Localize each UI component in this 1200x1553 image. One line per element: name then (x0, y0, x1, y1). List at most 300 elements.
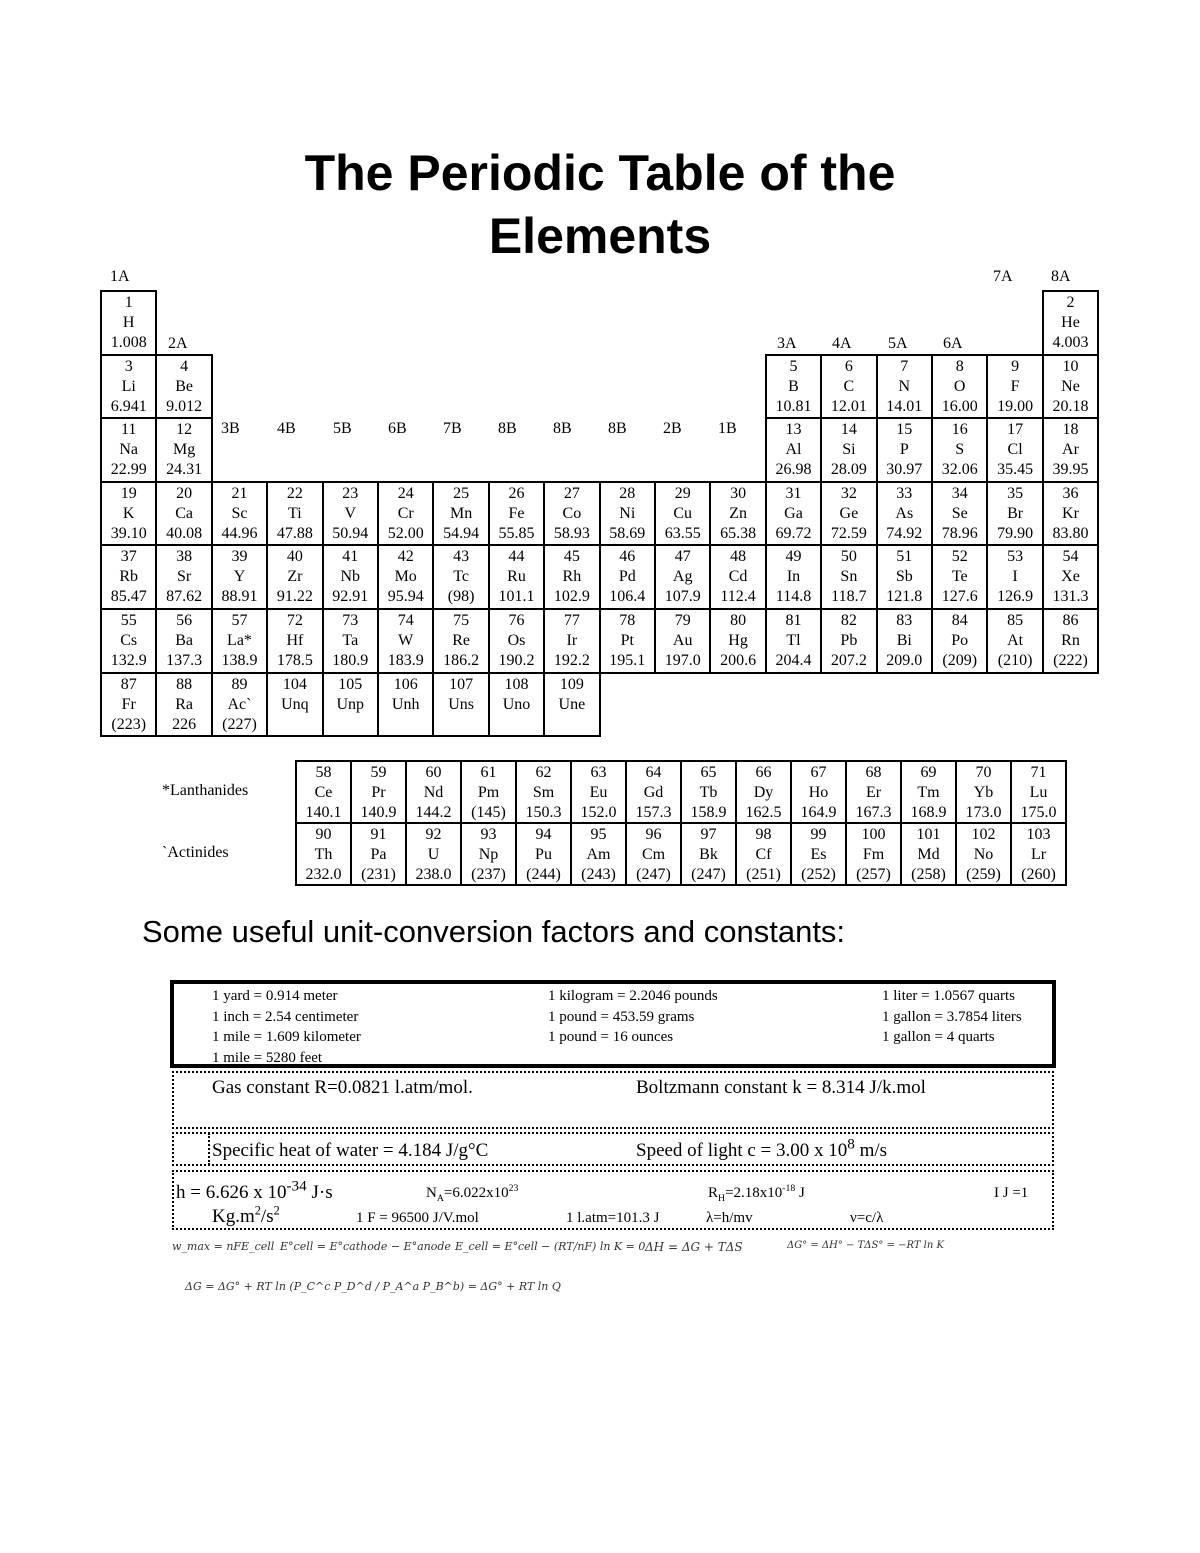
element-symbol: S (955, 441, 965, 459)
element-cell-cf (735, 822, 792, 886)
atomic-mass: 192.2 (553, 652, 590, 669)
atomic-number: 75 (453, 612, 470, 629)
conv-col1-line4: 1 mile = 5280 feet (212, 1050, 323, 1066)
element-symbol: Hf (286, 632, 304, 649)
atomic-number: 10 (1062, 357, 1079, 375)
element-cell-ra (155, 672, 212, 738)
group-label-7a: 7A (993, 268, 1013, 285)
atomic-mass: 65.38 (720, 524, 757, 542)
element-cell-la (211, 608, 268, 674)
element-symbol: Y (233, 568, 246, 586)
group-label-3a: 3A (777, 335, 797, 352)
atomic-mass: (98) (447, 588, 475, 606)
element-cell-ta (322, 608, 379, 674)
group-label-3b: 3B (221, 420, 240, 437)
element-symbol: Re (452, 632, 470, 649)
element-cell-cr (377, 481, 434, 547)
atomic-mass: (247) (636, 866, 671, 883)
element-cell-ni (599, 481, 656, 547)
avogadro-number: $N_A=6.022x10^{23}$ (426, 1183, 519, 1204)
element-symbol: Al (785, 441, 802, 459)
conv-col2-line1: 1 kilogram = 2.2046 pounds (548, 988, 718, 1004)
atomic-number: 32 (840, 484, 857, 502)
atomic-mass: 1.008 (110, 334, 147, 351)
element-cell-zr (266, 544, 323, 610)
element-cell-u (405, 822, 462, 886)
element-cell-au (654, 608, 711, 674)
atomic-number: 73 (342, 612, 359, 629)
element-symbol: Ba (175, 632, 193, 649)
atomic-mass: 137.3 (166, 652, 203, 669)
element-cell-yb (955, 760, 1012, 824)
atomic-mass: (260) (1021, 866, 1056, 883)
element-symbol: Pt (620, 632, 634, 649)
element-symbol: Ac` (227, 695, 252, 713)
element-cell-he (1042, 290, 1099, 356)
conv-col1-line3: 1 mile = 1.609 kilometer (212, 1029, 361, 1045)
element-symbol: Tb (699, 784, 718, 801)
element-symbol: V (344, 504, 357, 522)
atomic-number: 1 (124, 294, 133, 311)
atomic-mass: 197.0 (664, 652, 701, 669)
element-cell-br (986, 481, 1043, 547)
atomic-number: 100 (861, 826, 886, 843)
atomic-mass: 190.2 (498, 652, 535, 669)
element-symbol: Sn (840, 568, 858, 586)
atomic-number: 27 (563, 484, 580, 502)
element-symbol: Cd (728, 568, 748, 586)
atomic-number: 77 (563, 612, 580, 629)
element-symbol: Th (314, 846, 333, 863)
element-symbol: U (427, 846, 440, 863)
element-symbol: Kr (1062, 504, 1079, 522)
atomic-number: 82 (840, 612, 857, 629)
atomic-mass: 186.2 (443, 652, 480, 669)
atomic-number: 104 (282, 675, 307, 693)
element-symbol: Te (951, 568, 968, 586)
atomic-number: 94 (535, 826, 552, 843)
element-symbol: Nd (423, 784, 444, 801)
element-cell-te (931, 544, 988, 610)
atomic-number: 90 (315, 826, 332, 843)
atomic-number: 108 (504, 675, 529, 693)
element-cell-pb (820, 608, 877, 674)
specific-heat: Specific heat of water = 4.184 J/g°C (212, 1140, 489, 1161)
element-symbol: Au (672, 632, 693, 649)
atomic-number: 107 (449, 675, 474, 693)
element-cell-th (295, 822, 352, 886)
element-cell-bk (680, 822, 737, 886)
atomic-mass: 131.3 (1052, 588, 1089, 606)
atomic-mass: 150.3 (525, 804, 562, 821)
element-symbol: Ho (808, 784, 829, 801)
atomic-mass: 173.0 (965, 804, 1002, 821)
speed-of-light: Speed of light c = 3.00 x $10^8$ m/s (636, 1135, 888, 1161)
element-symbol: Pa (370, 846, 387, 863)
element-symbol: I (1012, 568, 1018, 586)
atomic-number: 88 (176, 675, 193, 693)
atomic-mass: (251) (746, 866, 781, 883)
atomic-mass: 118.7 (831, 588, 867, 606)
conversion-heading: Some useful unit-conversion factors and constants: (142, 914, 846, 949)
group-label-8b-a: 8B (498, 420, 517, 437)
element-symbol: Cr (397, 504, 414, 522)
atomic-mass: 167.3 (855, 804, 892, 821)
atomic-mass: 157.3 (635, 804, 672, 821)
atomic-number: 66 (755, 764, 772, 781)
atomic-mass (434, 715, 487, 735)
de-broglie: λ=h/mv (706, 1210, 753, 1226)
group-label-7b: 7B (443, 420, 462, 437)
element-cell-unp (322, 672, 379, 738)
element-symbol: Bi (896, 632, 912, 649)
element-symbol: Cm (641, 846, 666, 863)
element-symbol: Ga (784, 504, 803, 522)
atomic-number: 95 (590, 826, 607, 843)
element-cell-eu (570, 760, 627, 824)
element-cell-uns (432, 672, 489, 738)
element-cell-ru (488, 544, 545, 610)
atomic-mass: 112.4 (720, 588, 756, 606)
rydberg-constant: $R_H=2.18x10^{-18}$ J (708, 1183, 805, 1204)
group-label-4a: 4A (832, 335, 852, 352)
element-cell-hf (266, 608, 323, 674)
atomic-number: 61 (480, 764, 497, 781)
atomic-mass: 132.9 (110, 652, 147, 669)
atomic-number: 87 (120, 675, 137, 693)
atomic-number: 91 (370, 826, 387, 843)
element-cell-mg (155, 417, 212, 483)
atomic-number: 56 (176, 612, 193, 629)
group-label-6b: 6B (388, 420, 407, 437)
group-label-4b: 4B (277, 420, 296, 437)
atomic-mass: 19.00 (997, 397, 1034, 415)
element-symbol: In (786, 568, 801, 586)
group-label-1a: 1A (110, 268, 130, 285)
element-symbol: Po (951, 632, 969, 649)
atomic-number: 44 (508, 548, 525, 566)
element-cell-bi (876, 608, 933, 674)
element-cell-np (460, 822, 517, 886)
element-symbol: W (398, 632, 414, 649)
element-symbol: Sc (231, 504, 248, 522)
element-cell-se (931, 481, 988, 547)
atomic-number: 35 (1007, 484, 1024, 502)
box-divider (208, 1133, 211, 1165)
element-cell-po (931, 608, 988, 674)
atomic-number: 36 (1062, 484, 1079, 502)
element-cell-no (955, 822, 1012, 886)
element-symbol: Fe (508, 504, 525, 522)
element-symbol: Rb (119, 568, 139, 586)
element-symbol: Pm (477, 784, 500, 801)
atomic-number: 47 (674, 548, 691, 566)
atomic-number: 40 (286, 548, 303, 566)
element-symbol: Tl (786, 632, 801, 649)
atomic-number: 64 (645, 764, 662, 781)
atomic-number: 28 (619, 484, 636, 502)
element-cell-v (322, 481, 379, 547)
atomic-number: 85 (1007, 612, 1024, 629)
element-symbol: B (788, 377, 799, 395)
element-cell-uno (488, 672, 545, 738)
element-symbol: Se (951, 504, 968, 522)
atomic-number: 6 (844, 357, 853, 375)
atomic-mass: (237) (471, 866, 506, 883)
atomic-number: 50 (840, 548, 857, 566)
atomic-number: 99 (810, 826, 827, 843)
atomic-number: 72 (286, 612, 303, 629)
element-cell-lu (1010, 760, 1067, 824)
atomic-mass: 6.941 (110, 397, 147, 415)
atomic-number: 12 (176, 421, 193, 439)
element-cell-fm (845, 822, 902, 886)
element-symbol: O (953, 377, 966, 395)
element-cell-sm (515, 760, 572, 824)
element-cell-i (986, 544, 1043, 610)
atomic-number: 81 (785, 612, 802, 629)
constants-box (172, 1170, 1054, 1230)
element-cell-sn (820, 544, 877, 610)
atomic-mass: 152.0 (580, 804, 617, 821)
element-symbol: Pd (618, 568, 636, 586)
atomic-number: 101 (916, 826, 941, 843)
conv-col2-line3: 1 pound = 16 ounces (548, 1029, 674, 1045)
conv-col1-line1: 1 yard = 0.914 meter (212, 988, 338, 1004)
title-line-1: The Periodic Table of the (304, 145, 896, 201)
atomic-number: 20 (176, 484, 193, 502)
element-cell-ca (155, 481, 212, 547)
element-cell-sc (211, 481, 268, 547)
element-symbol: C (843, 377, 855, 395)
atomic-number: 63 (590, 764, 607, 781)
element-cell-cd (709, 544, 766, 610)
atomic-mass: 162.5 (745, 804, 782, 821)
element-cell-ne (1042, 354, 1099, 420)
element-cell-cu (654, 481, 711, 547)
atomic-number: 11 (120, 421, 137, 439)
atomic-mass: 126.9 (997, 588, 1034, 606)
atomic-mass: 50.94 (332, 524, 369, 542)
equation-gibbs-std: ΔG° = ΔH° − TΔS° = −RT ln K (787, 1240, 944, 1251)
element-cell-dy (735, 760, 792, 824)
atomic-mass: 20.18 (1052, 397, 1089, 415)
element-symbol: Es (810, 846, 827, 863)
element-cell-as (876, 481, 933, 547)
element-symbol: Os (507, 632, 526, 649)
atomic-mass: 22.99 (110, 461, 147, 479)
element-symbol: Np (478, 846, 499, 863)
atomic-number: 67 (810, 764, 827, 781)
atomic-number: 29 (674, 484, 691, 502)
atomic-number: 105 (338, 675, 363, 693)
atomic-number: 53 (1007, 548, 1024, 566)
atomic-mass: 28.09 (830, 461, 867, 479)
atomic-number: 58 (315, 764, 332, 781)
element-symbol: Er (865, 784, 882, 801)
element-symbol: Eu (589, 784, 608, 801)
boltzmann-constant: Boltzmann constant k = 8.314 J/k.mol (636, 1077, 926, 1098)
atomic-mass: 226 (172, 715, 197, 733)
atomic-number: 96 (645, 826, 662, 843)
conv-col3-line3: 1 gallon = 4 quarts (882, 1029, 995, 1045)
specific-heat-box (172, 1132, 1054, 1166)
element-cell-rh (543, 544, 600, 610)
element-symbol: Ar (1062, 441, 1079, 459)
element-symbol: Ru (507, 568, 526, 586)
element-symbol: Mo (394, 568, 417, 586)
element-symbol: Am (586, 846, 611, 863)
element-symbol: Md (917, 846, 940, 863)
element-symbol: Rn (1061, 632, 1080, 649)
atomic-mass: 63.55 (664, 524, 701, 542)
atomic-number: 21 (231, 484, 248, 502)
atomic-mass: 39.95 (1052, 461, 1089, 479)
atomic-mass: 40.08 (166, 524, 203, 542)
element-symbol: La* (227, 632, 252, 649)
atomic-number: 8 (955, 357, 964, 375)
atomic-mass: (145) (471, 804, 506, 821)
atomic-number: 59 (370, 764, 387, 781)
equation-enthalpy: ΔH = ΔG + TΔS (645, 1240, 743, 1254)
group-label-2a: 2A (168, 335, 188, 352)
atomic-number: 26 (508, 484, 525, 502)
atomic-mass: (222) (1053, 652, 1088, 669)
atomic-mass: 158.9 (690, 804, 727, 821)
faraday-constant: 1 F = 96500 J/V.mol (356, 1210, 479, 1226)
atomic-number: 43 (453, 548, 470, 566)
element-symbol: As (895, 504, 914, 522)
atomic-mass: 14.01 (886, 397, 923, 415)
atomic-number: 22 (286, 484, 303, 502)
atomic-mass: (258) (911, 866, 946, 883)
atomic-number: 46 (619, 548, 636, 566)
element-cell-fr (100, 672, 157, 738)
atomic-number: 103 (1026, 826, 1051, 843)
element-symbol: Cl (1007, 441, 1023, 459)
atomic-mass: 140.9 (360, 804, 397, 821)
element-symbol: Ti (288, 504, 302, 522)
element-cell-in (765, 544, 822, 610)
atomic-number: 65 (700, 764, 717, 781)
equation-wmax: w_max = nFE_cell (172, 1240, 275, 1253)
element-symbol: Tm (917, 784, 940, 801)
element-cell-er (845, 760, 902, 824)
atomic-number: 7 (900, 357, 909, 375)
element-cell-unh (377, 672, 434, 738)
element-cell-md (900, 822, 957, 886)
element-symbol: F (1010, 377, 1020, 395)
atomic-number: 55 (120, 612, 137, 629)
latm-conversion: 1 l.atm=101.3 J (566, 1210, 660, 1226)
atomic-mass: 83.80 (1052, 524, 1089, 542)
element-symbol: Ta (342, 632, 359, 649)
element-cell-tm (900, 760, 957, 824)
atomic-mass: 144.2 (415, 804, 452, 821)
element-cell-pd (599, 544, 656, 610)
element-cell-sr (155, 544, 212, 610)
element-symbol: Nb (340, 568, 361, 586)
atomic-mass (545, 715, 598, 735)
atomic-mass: 92.91 (332, 588, 369, 606)
element-symbol: Hg (728, 632, 748, 649)
element-cell-gd (625, 760, 682, 824)
element-symbol: Ir (566, 632, 578, 649)
atomic-mass: 175.0 (1020, 804, 1057, 821)
element-cell-cs (100, 608, 157, 674)
atomic-mass: 204.4 (775, 652, 812, 669)
conv-col2-line2: 1 pound = 453.59 grams (548, 1009, 695, 1025)
atomic-number: 102 (971, 826, 996, 843)
group-label-5b: 5B (333, 420, 352, 437)
atomic-number: 2 (1066, 294, 1075, 311)
group-label-8b-b: 8B (553, 420, 572, 437)
element-cell-re (432, 608, 489, 674)
atomic-number: 86 (1062, 612, 1079, 629)
atomic-mass: 140.1 (305, 804, 342, 821)
atomic-mass: 26.98 (775, 461, 812, 479)
conv-col3-line2: 1 gallon = 3.7854 liters (882, 1009, 1022, 1025)
element-cell-ag (654, 544, 711, 610)
element-cell-at (986, 608, 1043, 674)
element-cell-es (790, 822, 847, 886)
element-cell-ti (266, 481, 323, 547)
element-symbol: Une (558, 695, 586, 713)
atomic-number: 45 (563, 548, 580, 566)
element-symbol: P (899, 441, 909, 459)
element-symbol: Bk (699, 846, 718, 863)
atomic-mass: 24.31 (166, 461, 203, 479)
atomic-number: 62 (535, 764, 552, 781)
element-cell-h (100, 290, 157, 356)
atomic-mass: 85.47 (110, 588, 147, 606)
group-label-8a: 8A (1051, 268, 1071, 285)
atomic-number: 37 (120, 548, 137, 566)
element-symbol: Gd (643, 784, 664, 801)
element-cell-xe (1042, 544, 1099, 610)
group-label-6a: 6A (943, 335, 963, 352)
element-symbol: H (122, 314, 135, 331)
element-symbol: Unh (391, 695, 420, 713)
conv-col3-line1: 1 liter = 1.0567 quarts (882, 988, 1016, 1004)
element-symbol: Dy (753, 784, 774, 801)
atomic-number: 15 (896, 421, 913, 439)
atomic-mass: 79.90 (997, 524, 1034, 542)
element-symbol: Ca (175, 504, 193, 522)
atomic-mass: 47.88 (276, 524, 313, 542)
gas-constant-box (172, 1071, 1054, 1129)
element-cell-ac (211, 672, 268, 738)
element-cell-ir (543, 608, 600, 674)
element-symbol: Ni (619, 504, 636, 522)
planck-constant: h = 6.626 x $10^{-34}$ J·s (176, 1177, 333, 1203)
element-cell-ar (1042, 417, 1099, 483)
atomic-number: 76 (508, 612, 525, 629)
element-cell-pt (599, 608, 656, 674)
element-symbol: Ne (1061, 377, 1080, 395)
atomic-mass (324, 715, 377, 735)
element-symbol: Pb (840, 632, 858, 649)
atomic-number: 19 (120, 484, 137, 502)
atomic-mass: (209) (942, 652, 978, 669)
element-cell-ga (765, 481, 822, 547)
element-symbol: Lr (1030, 846, 1047, 863)
element-symbol: Ag (672, 568, 693, 586)
element-symbol: Sr (176, 568, 192, 586)
element-symbol: Ge (839, 504, 859, 522)
element-cell-rn (1042, 608, 1099, 674)
element-cell-tb (680, 760, 737, 824)
